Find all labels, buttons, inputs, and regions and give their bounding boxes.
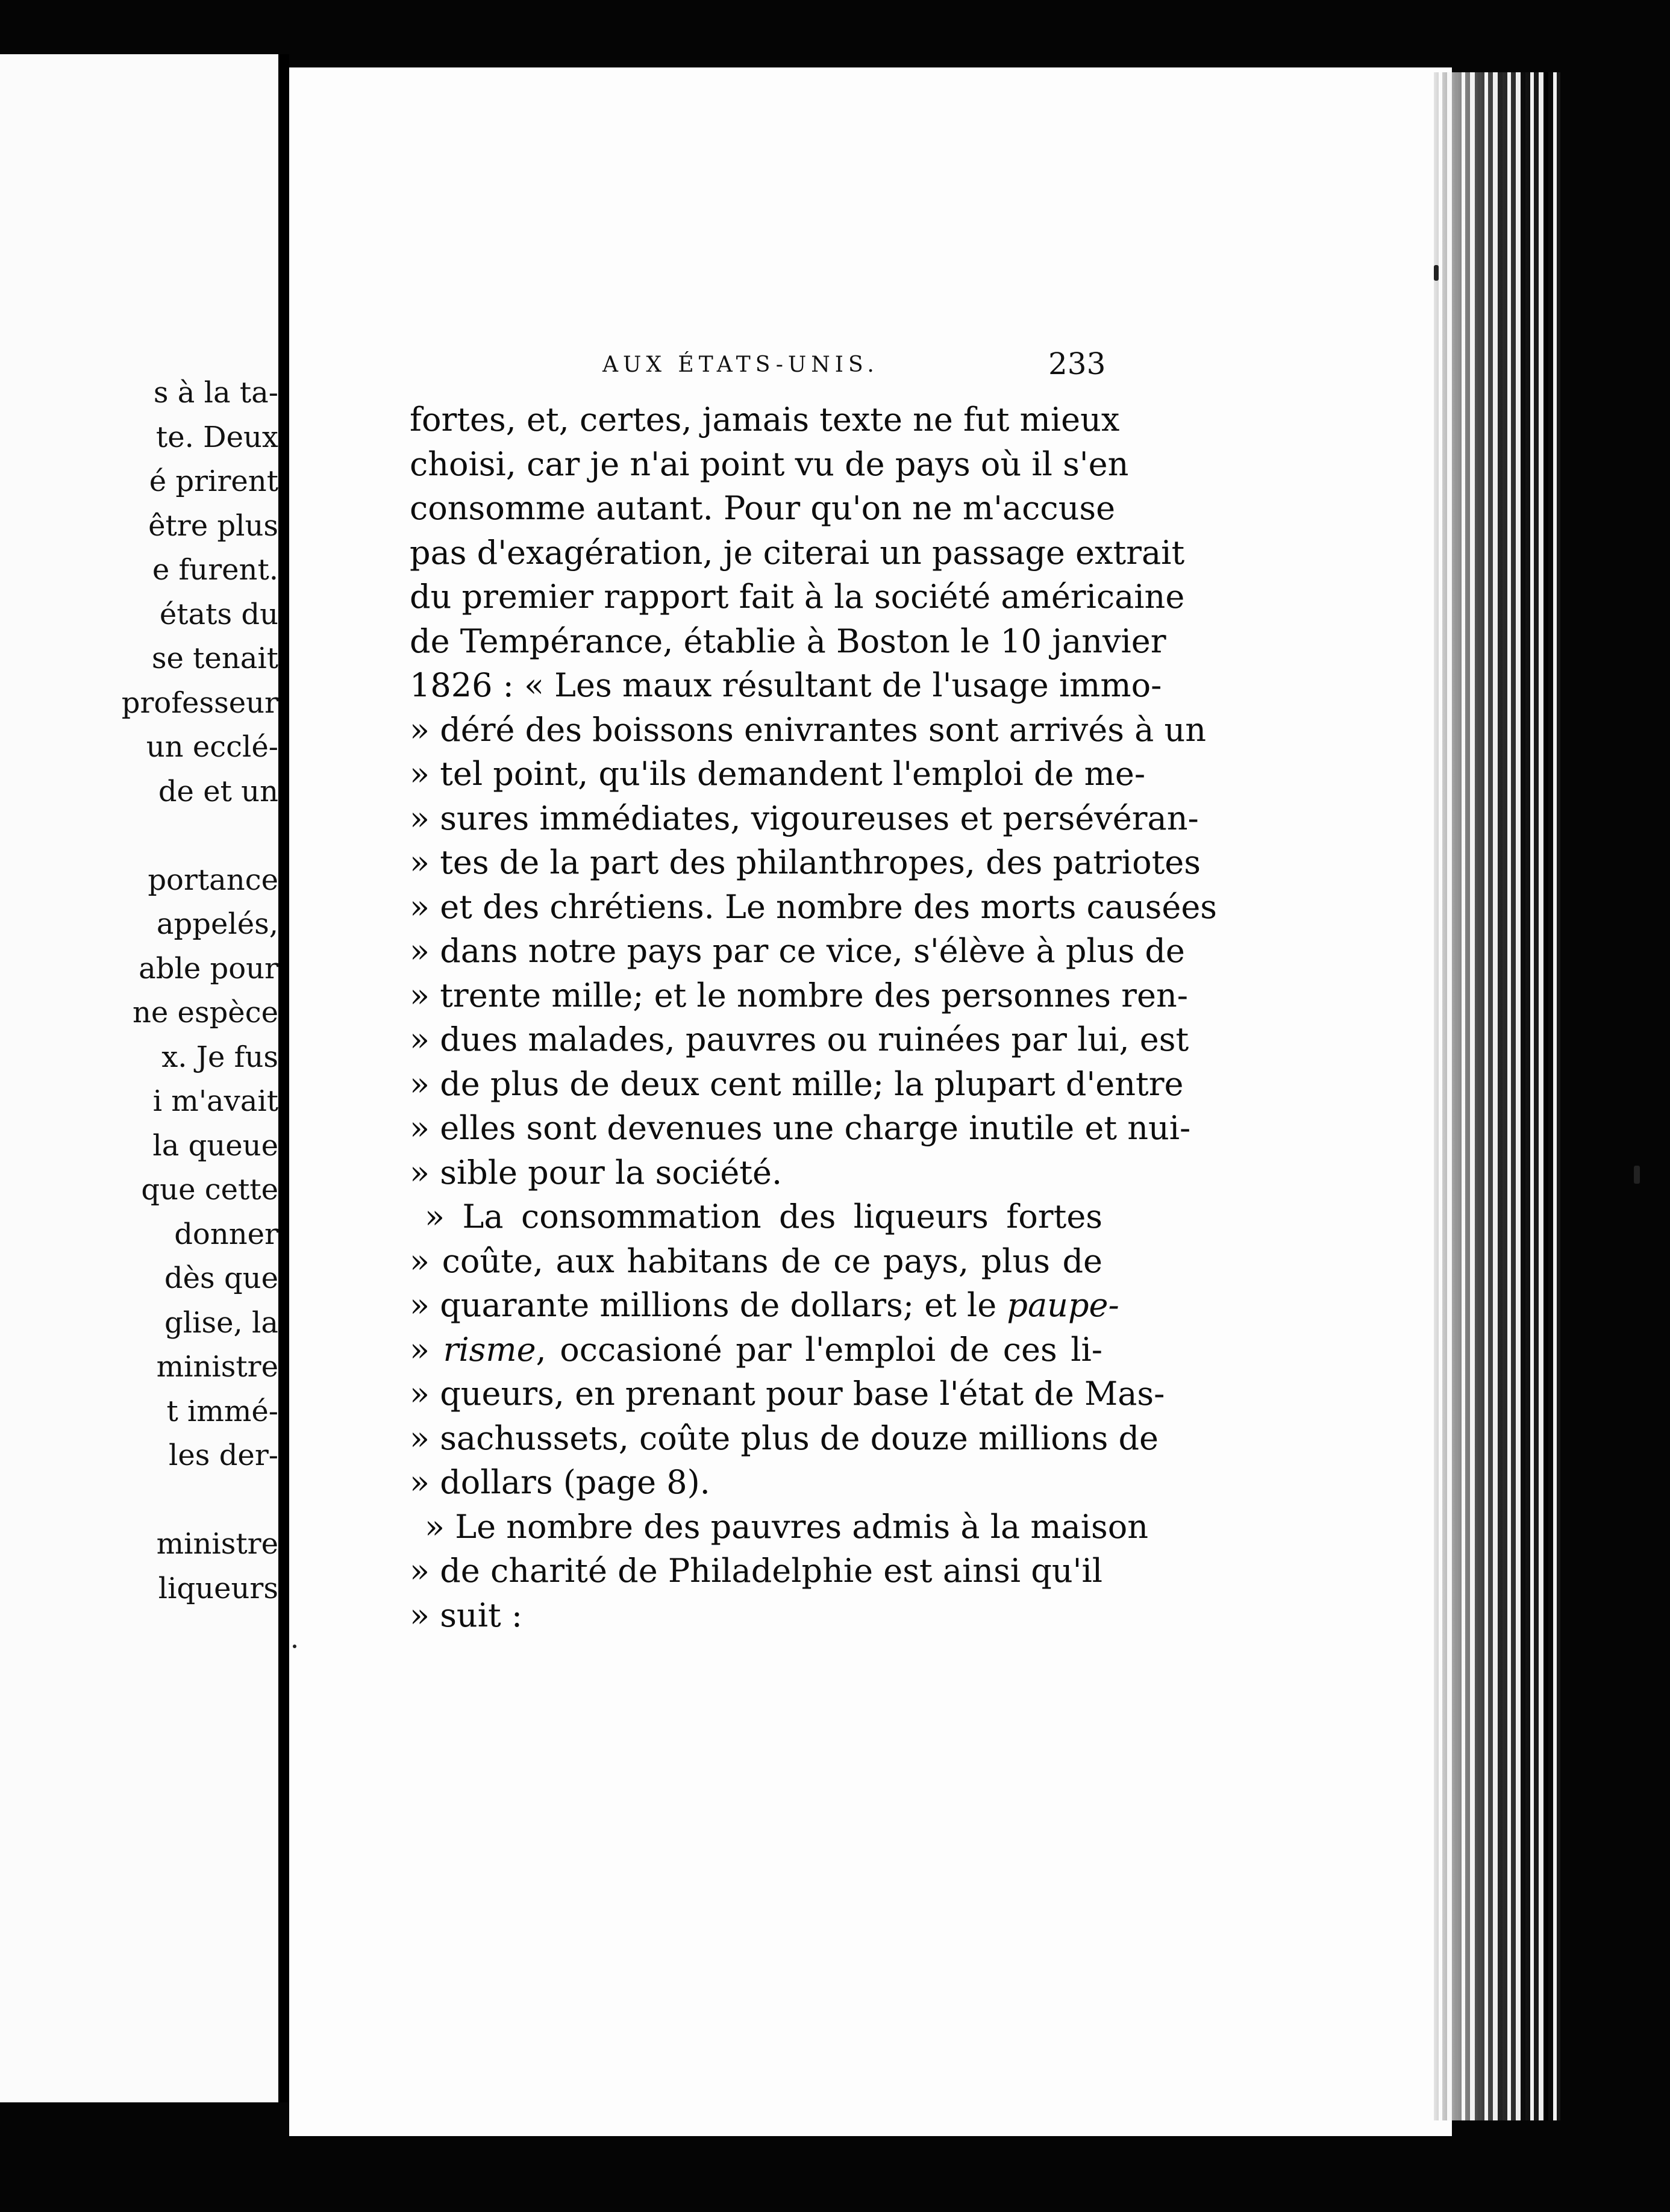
text-line: » de plus de deux cent mille; la plupart d'entre <box>410 1064 1184 1103</box>
page-edges <box>1434 72 1560 2120</box>
text-line: fortes, et, certes, jamais texte ne fut mieux <box>410 401 1120 439</box>
text-line: » tes de la part des philanthropes, des patriotes <box>410 843 1201 881</box>
text-line: » risme, occasioné par l'emploi de ces li- <box>410 1330 1103 1369</box>
text-line: du premier rapport fait à la société américaine <box>410 578 1185 616</box>
text-line: » dans notre pays par ce vice, s'élève à plus de <box>410 932 1185 970</box>
text-line: » dues malades, pauvres ou ruinées par lui, est <box>410 1020 1189 1058</box>
text-line: » sible pour la société. <box>410 1153 783 1192</box>
left-page-line: que cette <box>141 1173 278 1207</box>
text-line: » tel point, qu'ils demandent l'emploi de me- <box>410 755 1146 793</box>
text-line: » sachussets, coûte plus de douze millions de <box>410 1419 1159 1457</box>
left-page-line: ne espèce <box>132 996 278 1029</box>
left-page-line: la queue <box>152 1128 278 1163</box>
body-text <box>410 398 1218 1637</box>
left-facing-page <box>0 54 278 2102</box>
left-page-line: liqueurs <box>158 1571 278 1605</box>
left-page-line: un ecclé- <box>146 730 278 764</box>
text-line: » de charité de Philadelphie est ainsi qu'il <box>410 1552 1102 1590</box>
text-line: » suit : <box>410 1596 523 1634</box>
left-page-line: ministre <box>156 1350 278 1384</box>
left-page-line: é prirent <box>149 464 278 498</box>
left-page-line: appelés, <box>156 907 278 941</box>
left-page-line: les der- <box>169 1439 278 1472</box>
text-line: de Tempérance, établie à Boston le 10 janvier <box>410 622 1166 660</box>
text-line: » elles sont devenues une charge inutile et nui- <box>410 1109 1191 1147</box>
text-line: » déré des boissons enivrantes sont arrivés à un <box>410 710 1207 749</box>
left-page-line: able pour <box>139 951 278 986</box>
left-page-line: e furent. <box>152 553 278 587</box>
left-page-line: s à la ta- <box>153 376 278 410</box>
dust-speck <box>1634 1166 1640 1184</box>
text-line: » sures immédiates, vigoureuses et persévéran- <box>410 799 1199 837</box>
left-page-line: professeur <box>121 686 278 720</box>
text-line: » quarante millions de dollars; et le paupe- <box>410 1286 1119 1324</box>
text-line: » trente mille; et le nombre des personnes ren- <box>410 976 1188 1014</box>
left-page-line: états du <box>159 597 278 631</box>
left-page-line: donner <box>174 1217 278 1251</box>
running-head: AUX ÉTATS-UNIS. <box>602 352 879 377</box>
dust-speck <box>1434 265 1439 281</box>
text-line: pas d'exagération, je citerai un passage extrait <box>410 533 1185 572</box>
left-page-line: ministre <box>156 1527 278 1561</box>
text-line: » La consommation des liqueurs fortes <box>425 1198 1102 1236</box>
text-line: 1826 : « Les maux résultant de l'usage immo- <box>410 666 1162 704</box>
text-line: » queurs, en prenant pour base l'état de Mas- <box>410 1375 1165 1413</box>
text-line: » et des chrétiens. Le nombre des morts causées <box>410 887 1218 926</box>
left-page-line: dès que <box>164 1261 278 1295</box>
book-gutter <box>278 54 289 2102</box>
left-page-line: x. Je fus <box>161 1040 278 1074</box>
left-page-line: de et un <box>158 774 278 808</box>
left-page-line: être plus <box>148 508 278 543</box>
left-page-line: t immé- <box>166 1394 278 1428</box>
left-page-line: se tenait <box>151 642 278 675</box>
left-page-line: portance <box>148 863 278 897</box>
dust-speck <box>293 1645 296 1648</box>
text-line: choisi, car je n'ai point vu de pays où il s'en <box>410 445 1129 483</box>
text-line: » dollars (page 8). <box>410 1463 710 1501</box>
text-line: » Le nombre des pauvres admis à la maison <box>425 1507 1149 1546</box>
left-page-line: glise, la <box>164 1305 278 1340</box>
text-line: » coûte, aux habitans de ce pays, plus de <box>410 1242 1102 1280</box>
left-page-line: i m'avait <box>152 1084 278 1118</box>
left-page-line: te. Deux <box>155 420 278 454</box>
page-number: 233 <box>1048 346 1106 381</box>
text-line: consomme autant. Pour qu'on ne m'accuse <box>410 489 1116 527</box>
